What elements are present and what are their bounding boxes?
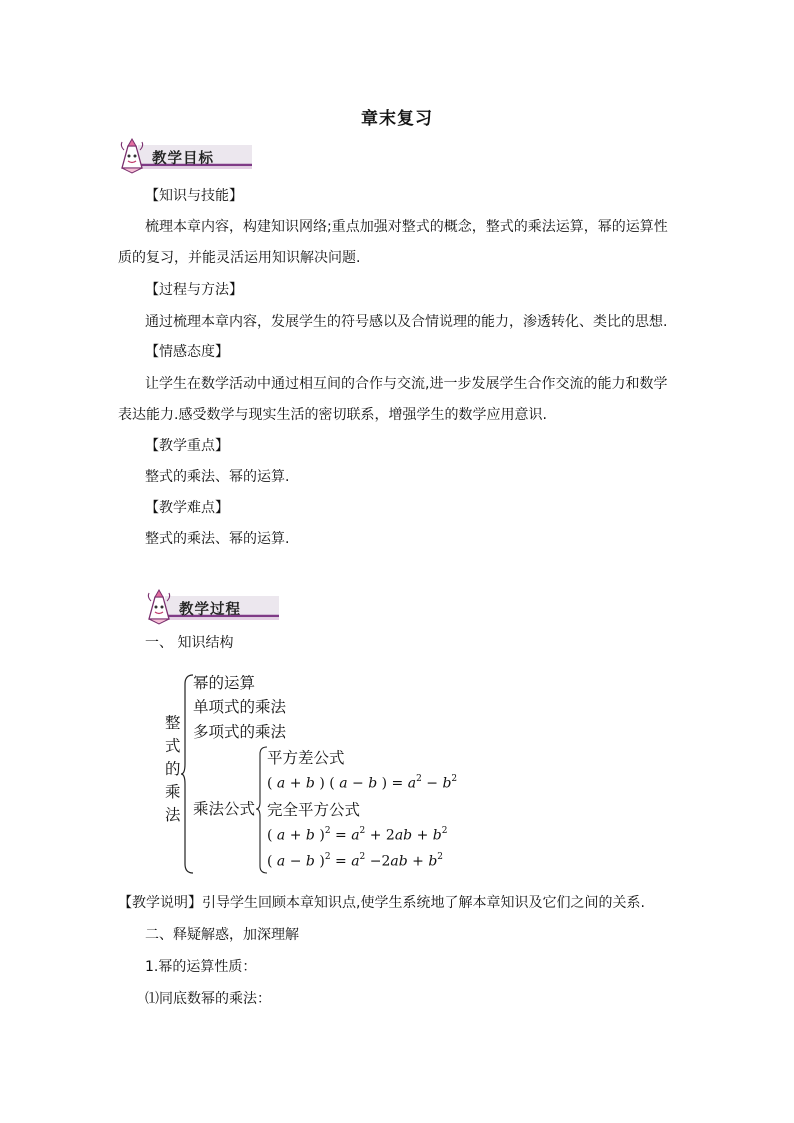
teaching-note-heading: 【教学说明】 [118,895,202,911]
process-text: 通过梳理本章内容，发展学生的符号感以及合情说理的能力，渗透转化、类比的思想. [145,314,668,330]
root-char: 法 [165,806,181,824]
branch-monomial-mult: 单项式的乘法 [193,698,287,716]
formula-square-sum: ( a + b )$^2 = a^2 + 2ab + b^2$ [267,826,448,844]
teaching-note [118,893,645,913]
emotion-text-line2: 表达能力.感受数学与现实生活的密切联系，增强学生的数学应用意识. [118,407,547,423]
branch-power-ops: 幂的运算 [193,674,256,692]
part2-title: 二、释疑解惑，加深理解 [145,927,299,943]
root-char: 乘 [165,783,181,801]
root-label [165,712,181,827]
section-badge-process [143,589,283,625]
emotion-heading: 【情感态度】 [145,344,229,360]
page-title: 章末复习 [361,109,433,129]
section-badge-objectives [116,138,256,174]
item-same-base-mult: ⑴同底数幂的乘法： [145,991,271,1007]
badge-label: 教学目标 [152,151,214,167]
knowledge-heading: 【知识与技能】 [145,188,243,204]
knowledge-structure-diagram [160,670,480,880]
process-heading: 【过程与方法】 [145,282,243,298]
branch-polynomial-mult: 多项式的乘法 [193,723,287,741]
teaching-note-text: 引导学生回顾本章知识点,使学生系统地了解本章知识及它们之间的关系. [202,895,645,911]
formula-diff-squares-label: 平方差公式 [267,749,345,767]
formula-diff-squares: ( a + b ) ( a − b ) = $a^2 - b^2$ [267,774,458,792]
emotion-text-line1: 让学生在数学活动中通过相互间的合作与交流,进一步发展学生合作交流的能力和数学 [145,376,668,392]
formula-square-diff: ( a − b )$^2 = a^2 -2ab + b^2$ [267,852,444,870]
key-point-heading: 【教学重点】 [145,438,229,454]
root-char: 的 [165,760,181,778]
part1-title: 一、 知识结构 [145,635,234,651]
key-point-text: 整式的乘法、幂的运算. [145,469,290,485]
root-char: 式 [165,737,181,755]
branch-formula-label: 乘法公式 [193,800,256,818]
difficult-point-text: 整式的乘法、幂的运算. [145,531,290,547]
item-power-properties: 1.幂的运算性质： [145,959,257,975]
formula-perfect-square-label: 完全平方公式 [267,801,361,819]
knowledge-text-line1: 梳理本章内容，构建知识网络;重点加强对整式的概念，整式的乘法运算，幂的运算性 [145,219,668,235]
root-char: 整 [165,714,181,732]
knowledge-text-line2: 质的复习，并能灵活运用知识解决问题. [118,250,361,266]
badge-label: 教学过程 [179,602,241,618]
difficult-point-heading: 【教学难点】 [145,500,229,516]
